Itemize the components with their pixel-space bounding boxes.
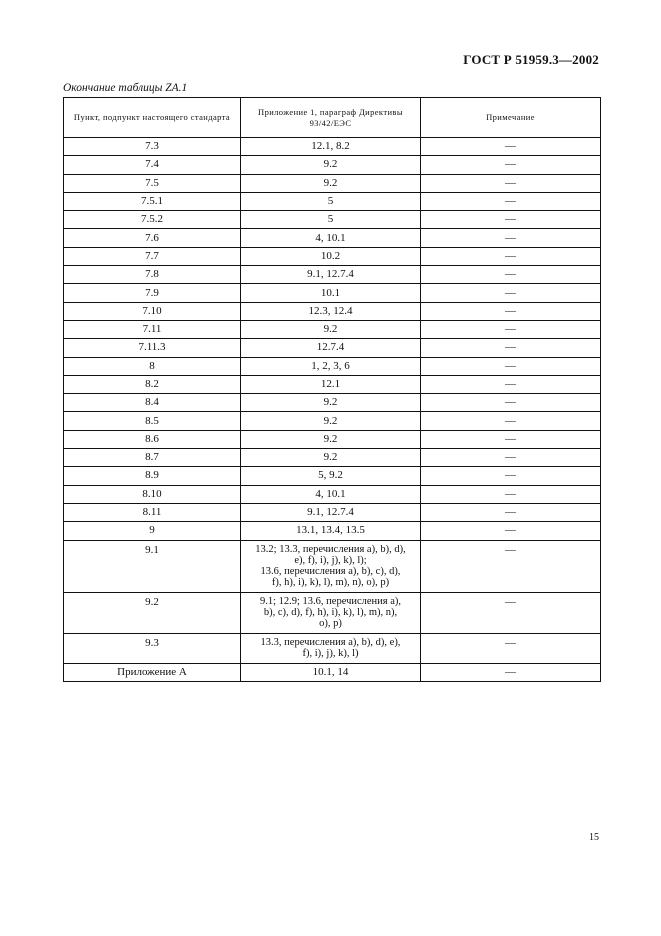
annex-cell: 5 <box>241 192 421 210</box>
annex-cell: 5 <box>241 211 421 229</box>
annex-cell: 9.2 <box>241 394 421 412</box>
clause-cell: 7.10 <box>64 302 241 320</box>
annex-cell: 12.1, 8.2 <box>241 138 421 156</box>
note-cell: — <box>421 592 601 633</box>
annex-cell: 10.2 <box>241 247 421 265</box>
table-header-row <box>64 98 601 138</box>
clause-cell: 7.11.3 <box>64 339 241 357</box>
clause-cell: 8.6 <box>64 430 241 448</box>
clause-cell: 8.5 <box>64 412 241 430</box>
clause-cell: 8.11 <box>64 503 241 521</box>
clause-cell: 7.11 <box>64 320 241 338</box>
table-row <box>64 663 601 681</box>
note-cell: — <box>421 284 601 302</box>
annex-cell: 5, 9.2 <box>241 467 421 485</box>
annex-cell: 13.1, 13.4, 13.5 <box>241 522 421 540</box>
table-row <box>64 633 601 663</box>
note-cell: — <box>421 192 601 210</box>
clause-cell: 9.1 <box>64 540 241 592</box>
annex-line: 9.1; 12.9; 13.6, перечисления a), <box>259 595 402 607</box>
note-cell: — <box>421 375 601 393</box>
table-row <box>64 156 601 174</box>
table-row <box>64 394 601 412</box>
table-row <box>64 592 601 633</box>
table-row <box>64 467 601 485</box>
note-cell: — <box>421 412 601 430</box>
note-cell: — <box>421 663 601 681</box>
note-cell: — <box>421 430 601 448</box>
annex-line: f), h), i), k), l), m), n), o), p) <box>271 576 390 588</box>
note-cell: — <box>421 357 601 375</box>
note-cell: — <box>421 503 601 521</box>
table-caption: Окончание таблицы ZA.1 <box>63 82 188 94</box>
annex-cell: 12.7.4 <box>241 339 421 357</box>
table-row <box>64 449 601 467</box>
annex-line: f), i), j), k), l) <box>302 647 359 659</box>
column-header-clause: Пункт, подпункт настоящего стандарта <box>64 98 241 138</box>
table-row <box>64 266 601 284</box>
annex-cell: 10.1 <box>241 284 421 302</box>
annex-cell: 9.2 <box>241 430 421 448</box>
clause-cell: 8.10 <box>64 485 241 503</box>
note-cell: — <box>421 229 601 247</box>
note-cell: — <box>421 540 601 592</box>
note-cell: — <box>421 449 601 467</box>
clause-cell: 7.3 <box>64 138 241 156</box>
table-row <box>64 138 601 156</box>
annex-cell: 12.3, 12.4 <box>241 302 421 320</box>
table-row <box>64 522 601 540</box>
annex-cell <box>241 592 421 633</box>
table-row <box>64 192 601 210</box>
clause-cell: 8.7 <box>64 449 241 467</box>
annex-cell: 9.2 <box>241 449 421 467</box>
note-cell: — <box>421 633 601 663</box>
annex-cell: 9.2 <box>241 412 421 430</box>
annex-cell: 9.1, 12.7.4 <box>241 503 421 521</box>
note-cell: — <box>421 467 601 485</box>
note-cell: — <box>421 138 601 156</box>
annex-cell: 4, 10.1 <box>241 229 421 247</box>
clause-cell: 7.4 <box>64 156 241 174</box>
clause-cell: 7.8 <box>64 266 241 284</box>
annex-cell <box>241 633 421 663</box>
table-row <box>64 357 601 375</box>
annex-line: 13.3, перечисления a), b), d), e), <box>260 636 401 648</box>
table-row <box>64 229 601 247</box>
note-cell: — <box>421 247 601 265</box>
annex-cell <box>241 540 421 592</box>
note-cell: — <box>421 174 601 192</box>
clause-cell: 7.5.1 <box>64 192 241 210</box>
table-row <box>64 211 601 229</box>
clause-cell: 8.2 <box>64 375 241 393</box>
table-row <box>64 540 601 592</box>
clause-cell: 8.4 <box>64 394 241 412</box>
table-row <box>64 302 601 320</box>
annex-line: 13.6, перечисления a), b), c), d), <box>260 565 401 577</box>
note-cell: — <box>421 339 601 357</box>
page-number: 15 <box>589 832 599 843</box>
clause-cell: Приложение А <box>64 663 241 681</box>
table-row <box>64 412 601 430</box>
column-header-note: Примечание <box>421 98 601 138</box>
clause-cell: 9.2 <box>64 592 241 633</box>
annex-cell: 9.2 <box>241 320 421 338</box>
annex-cell: 1, 2, 3, 6 <box>241 357 421 375</box>
note-cell: — <box>421 211 601 229</box>
clause-cell: 9 <box>64 522 241 540</box>
note-cell: — <box>421 156 601 174</box>
note-cell: — <box>421 394 601 412</box>
table-row <box>64 485 601 503</box>
annex-cell: 12.1 <box>241 375 421 393</box>
clause-cell: 8 <box>64 357 241 375</box>
table-row <box>64 247 601 265</box>
table-row <box>64 430 601 448</box>
clause-cell: 7.7 <box>64 247 241 265</box>
table-row <box>64 174 601 192</box>
annex-line: o), p) <box>319 617 342 629</box>
annex-cell: 10.1, 14 <box>241 663 421 681</box>
annex-cell: 9.2 <box>241 174 421 192</box>
note-cell: — <box>421 266 601 284</box>
column-header-annex: Приложение 1, параграф Директивы 93/42/ЕЭС <box>241 98 421 138</box>
annex-cell: 4, 10.1 <box>241 485 421 503</box>
clause-cell: 7.5.2 <box>64 211 241 229</box>
correspondence-table <box>63 97 601 682</box>
note-cell: — <box>421 320 601 338</box>
note-cell: — <box>421 485 601 503</box>
table-row <box>64 375 601 393</box>
clause-cell: 7.5 <box>64 174 241 192</box>
table-row <box>64 339 601 357</box>
clause-cell: 9.3 <box>64 633 241 663</box>
annex-cell: 9.1, 12.7.4 <box>241 266 421 284</box>
note-cell: — <box>421 522 601 540</box>
table-row <box>64 284 601 302</box>
table-row <box>64 320 601 338</box>
table-body <box>64 138 601 682</box>
clause-cell: 7.9 <box>64 284 241 302</box>
document-code: ГОСТ Р 51959.3—2002 <box>463 52 599 67</box>
clause-cell: 8.9 <box>64 467 241 485</box>
clause-cell: 7.6 <box>64 229 241 247</box>
annex-cell: 9.2 <box>241 156 421 174</box>
annex-line: e), f), i), j), k), l); <box>294 554 367 566</box>
table-row <box>64 503 601 521</box>
annex-line: b), c), d), f), h), i), k), l), m), n), <box>263 606 398 618</box>
note-cell: — <box>421 302 601 320</box>
annex-line: 13.2; 13.3, перечисления a), b), d), <box>255 543 406 555</box>
